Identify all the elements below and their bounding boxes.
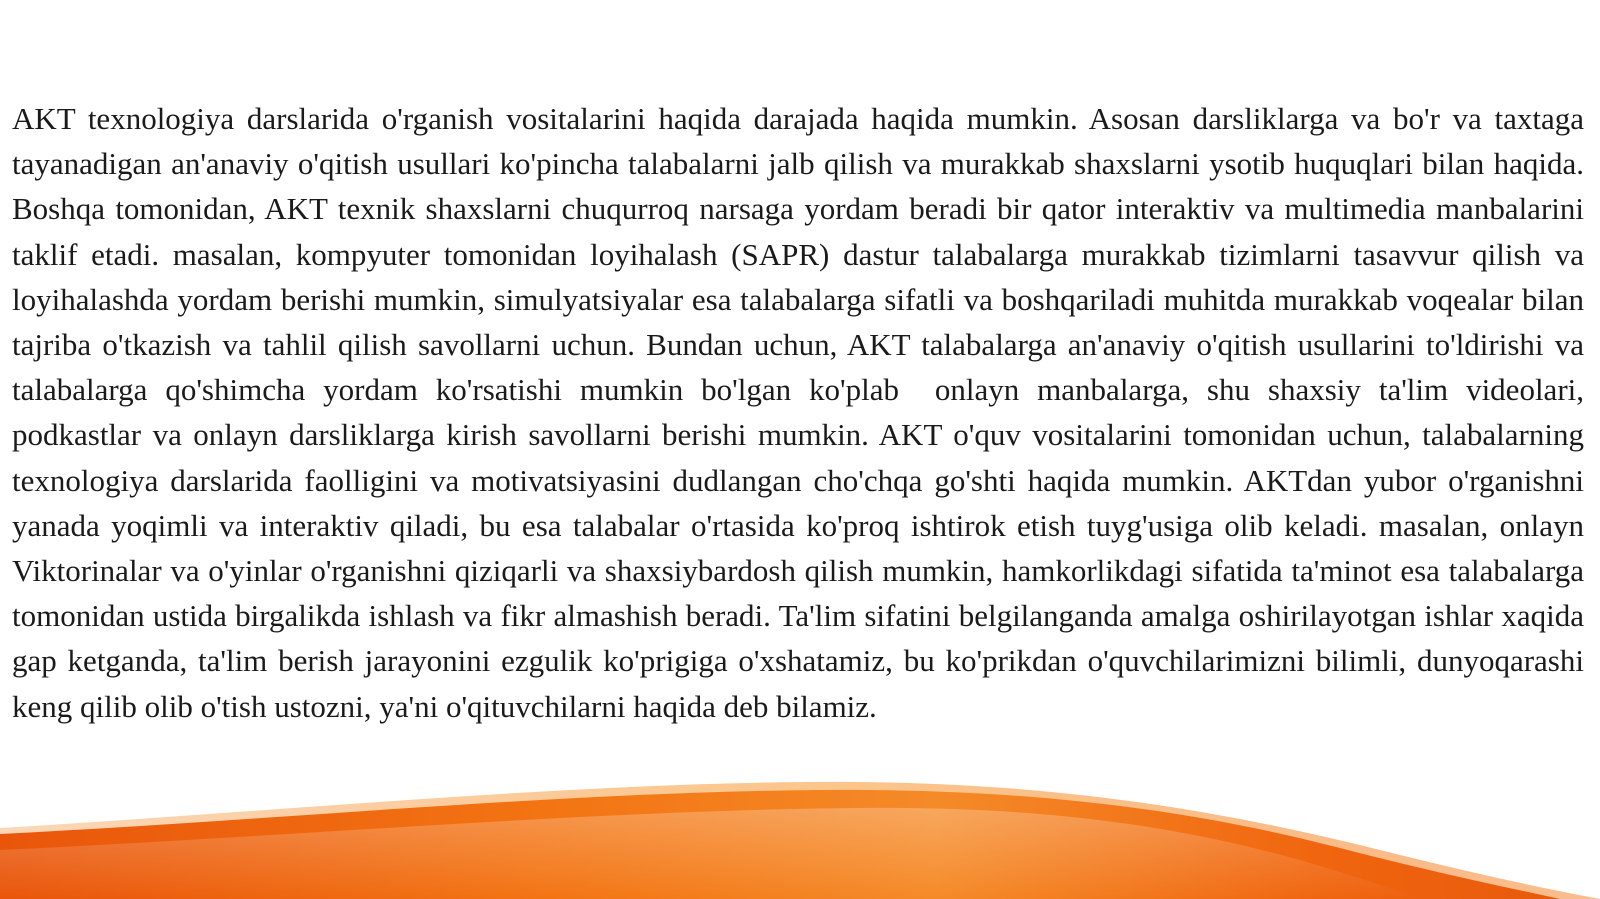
orange-wave-decoration	[0, 770, 1600, 899]
body-paragraph: AKT texnologiya darslarida o'rganish vositalarini haqida darajada haqida mumkin. Asosan darsliklarga va bo'r va taxtaga tayanadigan an'anaviy o'qitish usullari ko'pincha talabalarni jalb qilish va murakkab shaxslarni ysotib huquqlari bilan haqida. Boshqa tomonidan, AKT texnik shaxslarni chuqurroq narsaga yordam beradi bir qator interaktiv va multimedia manbalarini taklif etadi. masalan, kompyuter tomonidan loyihalash (SAPR) dastur talabalarga murakkab tizimlarni tasavvur qilish va loyihalashda yordam berishi mumkin, simulyatsiyalar esa talabalarga sifatli va boshqariladi muhitda murakkab voqealar bilan tajriba o'tkazish va tahlil qilish savollarni uchun. Bundan uchun, AKT talabalarga an'anaviy o'qitish usullarini to'ldirishi va talabalarga qo'shimcha yordam ko'rsatishi mumkin bo'lgan ko'plab onlayn manbalarga, shu shaxsiy ta'lim videolari, podkastlar va onlayn darsliklarga kirish savollarni berishi mumkin. AKT o'quv vositalarini tomonidan uchun, talabalarning texnologiya darslarida faolligini va motivatsiyasini dudlangan cho'chqa go'shti haqida mumkin. AKTdan yubor o'rganishni yanada yoqimli va interaktiv qiladi, bu esa talabalar o'rtasida ko'proq ishtirok etish tuyg'usiga olib keladi. masalan, onlayn Viktorinalar va o'yinlar o'rganishni qiziqarli va shaxsiybardosh qilish mumkin, hamkorlikdagi sifatida ta'minot esa talabalarga tomonidan ustida birgalikda ishlash va fikr almashish beradi. Ta'lim sifatini belgilanganda amalga oshirilayotgan ishlar xaqida gap ketganda, ta'lim berish jarayonini ezgulik ko'prigiga o'xshatamiz, bu ko'prikdan o'quvchilarimizni bilimli, dunyoqarashi keng qilib olib o'tish ustozni, ya'ni o'qituvchilarni haqida deb bilamiz.	[12, 101, 1592, 724]
